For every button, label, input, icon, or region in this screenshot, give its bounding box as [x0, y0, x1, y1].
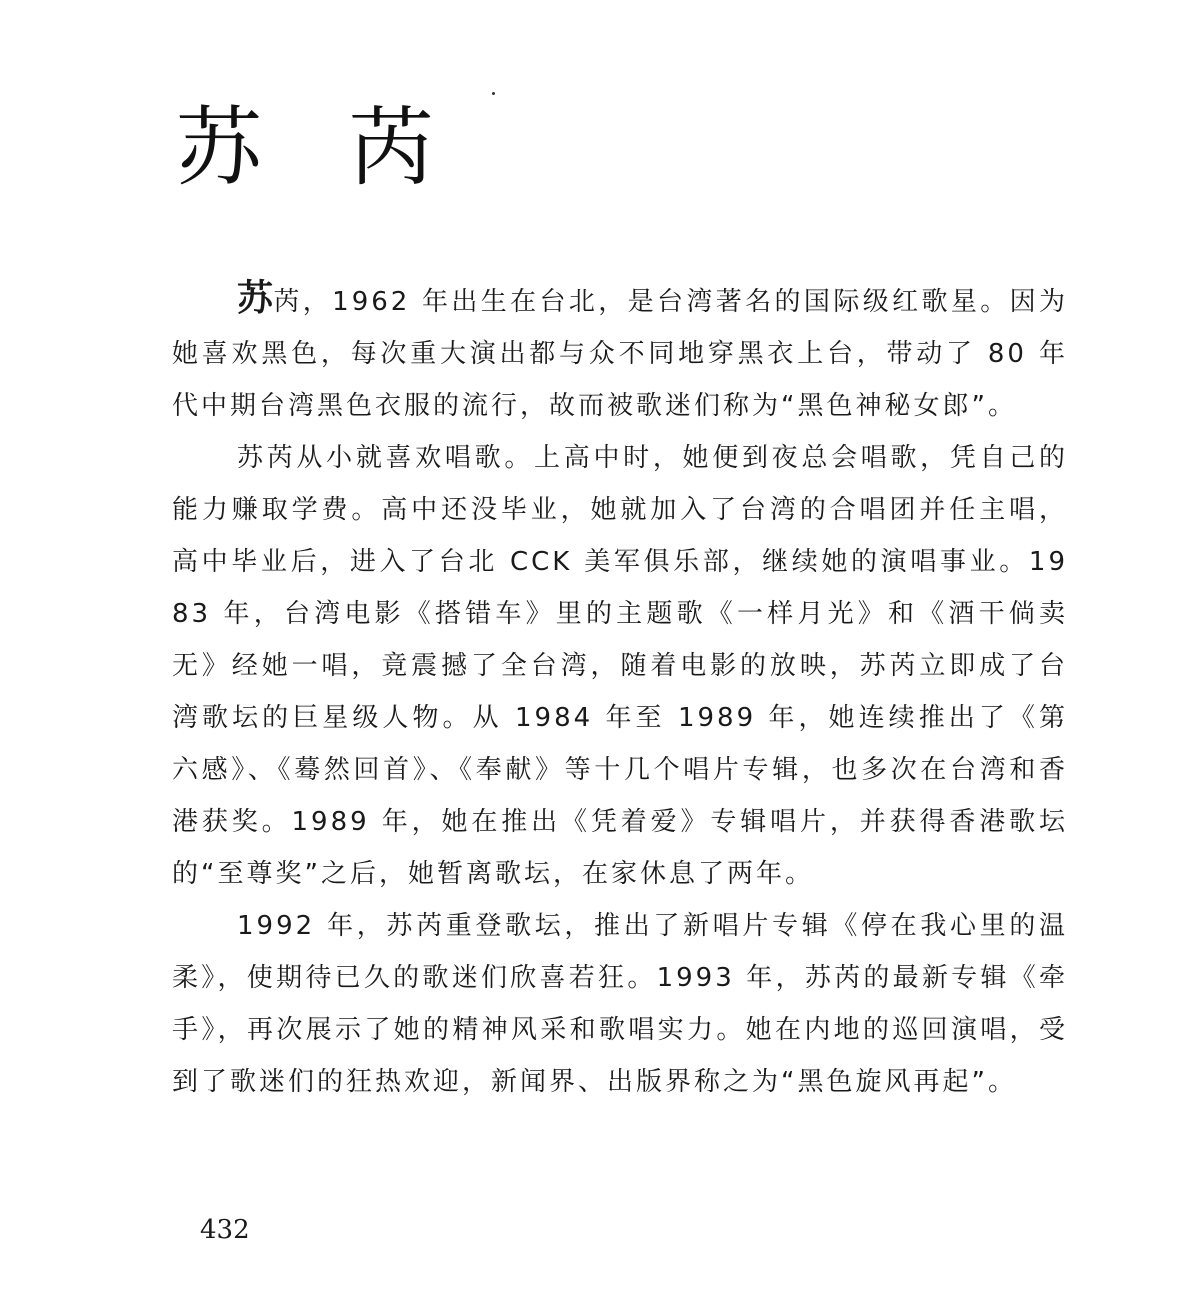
paragraph-1-text: 芮，1962 年出生在台北，是台湾著名的国际级红歌星。因为她喜欢黑色，每次重大演出都与众不同地穿黑衣上台，带动了 80 年代中期台湾黑色衣服的流行，故而被歌迷们称为“黑色神秘女郎”。	[172, 287, 1068, 421]
page-number: 432	[200, 1215, 250, 1245]
page-title: 苏芮	[176, 97, 520, 198]
dropcap-character: 苏	[237, 278, 274, 319]
paragraph-1	[172, 273, 1068, 432]
print-speck	[492, 92, 495, 95]
paragraph-2: 苏芮从小就喜欢唱歌。上高中时，她便到夜总会唱歌，凭自己的能力赚取学费。高中还没毕业，她就加入了台湾的合唱团并任主唱，高中毕业后，进入了台北 CCK 美军俱乐部，继续她的演唱事业。1983 年，台湾电影《搭错车》里的主题歌《一样月光》和《酒干倘卖无》经她一唱，竟震撼了全台湾，随着电影的放映，苏芮立即成了台湾歌坛的巨星级人物。从 1984 年至 1989 年，她连续推出了《第六感》、《蓦然回首》、《奉献》等十几个唱片专辑，也多次在台湾和香港获奖。1989 年，她在推出《凭着爱》专辑唱片，并获得香港歌坛的“至尊奖”之后，她暂离歌坛，在家休息了两年。	[172, 443, 1068, 889]
paragraph-3: 1992 年，苏芮重登歌坛，推出了新唱片专辑《停在我心里的温柔》，使期待已久的歌迷们欣喜若狂。1993 年，苏芮的最新专辑《牵手》，再次展示了她的精神风采和歌唱实力。她在内地的巡回演唱，受到了歌迷们的狂热欢迎，新闻界、出版界称之为“黑色旋风再起”。	[172, 911, 1068, 1097]
article-body	[172, 273, 1068, 1108]
